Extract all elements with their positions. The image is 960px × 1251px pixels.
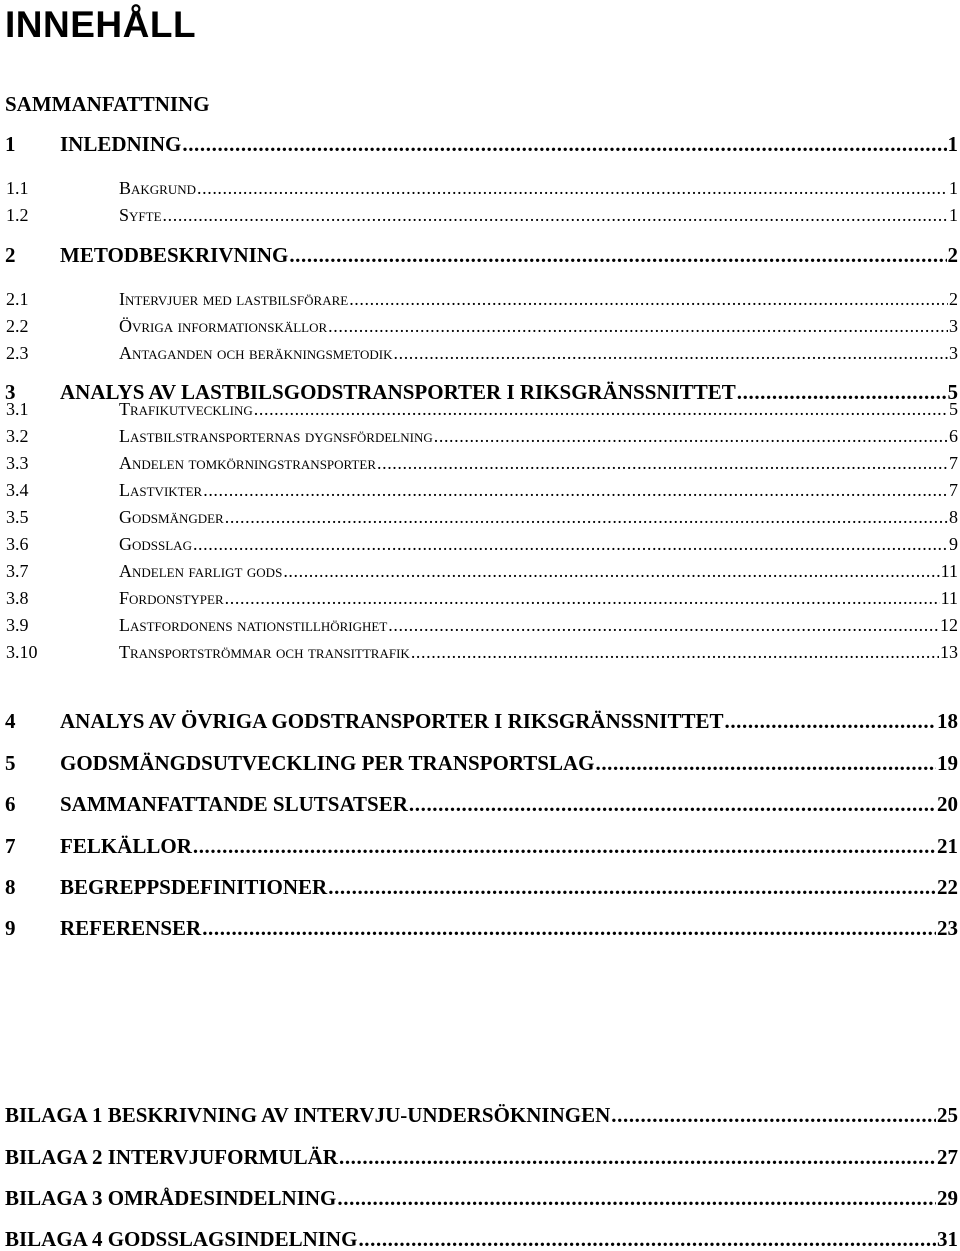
toc-title: Lastfordonens nationstillhörighet bbox=[119, 615, 388, 635]
toc-title: REFERENSER bbox=[60, 916, 202, 940]
toc-entry-section-3-7[interactable] bbox=[5, 556, 960, 582]
toc-title: Syfte bbox=[119, 205, 162, 225]
toc-entry-section-3-5[interactable] bbox=[5, 502, 960, 528]
toc-number: 3.1 bbox=[6, 399, 29, 419]
toc-page-number: 23 bbox=[937, 916, 958, 940]
toc-number: 8 bbox=[5, 875, 16, 899]
toc-entry-appendix-1[interactable] bbox=[5, 1101, 960, 1127]
toc-page-number: 20 bbox=[937, 792, 958, 816]
dot-leader bbox=[254, 398, 948, 420]
toc-title: INLEDNING bbox=[60, 132, 182, 156]
toc-number: 1.2 bbox=[6, 205, 29, 225]
toc-number: 9 bbox=[5, 916, 16, 940]
toc-entry-section-2-3[interactable] bbox=[5, 338, 960, 364]
toc-entry-section-3-8[interactable] bbox=[5, 583, 960, 609]
dot-leader bbox=[163, 204, 948, 226]
toc-title: BILAGA 2 INTERVJUFORMULÄR bbox=[5, 1145, 338, 1169]
toc-entry-chapter-4[interactable] bbox=[5, 707, 960, 733]
toc-page-number: 1 bbox=[949, 205, 958, 225]
toc-page-number: 6 bbox=[949, 426, 958, 446]
dot-leader bbox=[409, 792, 936, 816]
toc-page-number: 1 bbox=[947, 132, 958, 156]
toc-entry-chapter-7[interactable] bbox=[5, 832, 960, 858]
toc-entry-chapter-6[interactable] bbox=[5, 790, 960, 816]
toc-page-number: 12 bbox=[940, 615, 958, 635]
toc-page-number: 1 bbox=[949, 178, 958, 198]
toc-page-number: 11 bbox=[940, 588, 958, 608]
toc-entry-section-3-10[interactable] bbox=[5, 637, 960, 663]
dot-leader bbox=[202, 916, 936, 940]
toc-page-number: 18 bbox=[937, 709, 958, 733]
toc-title: BEGREPPSDEFINITIONER bbox=[60, 875, 328, 899]
dot-leader bbox=[203, 479, 948, 501]
toc-page-number: 9 bbox=[949, 534, 958, 554]
dot-leader bbox=[337, 1186, 936, 1210]
toc-page-number: 8 bbox=[949, 507, 958, 527]
toc-page-number: 25 bbox=[937, 1103, 958, 1127]
toc-title: Lastvikter bbox=[119, 480, 203, 500]
toc-page-number: 5 bbox=[949, 399, 958, 419]
toc-entry-chapter-1[interactable] bbox=[5, 130, 960, 156]
toc-entry-section-3-6[interactable] bbox=[5, 529, 960, 555]
dot-leader bbox=[349, 288, 948, 310]
toc-number: 1 bbox=[5, 132, 16, 156]
dot-leader bbox=[289, 243, 946, 267]
toc-number: 2.1 bbox=[6, 289, 29, 309]
toc-title: Antaganden och beräkningsmetodik bbox=[119, 343, 393, 363]
toc-page-number: 27 bbox=[937, 1145, 958, 1169]
toc-title: BILAGA 1 BESKRIVNING AV INTERVJU-UNDERSÖKNINGEN bbox=[5, 1103, 611, 1127]
toc-number: 3.7 bbox=[6, 561, 29, 581]
toc-title: Övriga informationskällor bbox=[119, 316, 328, 336]
toc-number: 2.2 bbox=[6, 316, 29, 336]
toc-entry-section-3-2[interactable] bbox=[5, 421, 960, 447]
toc-page-number: 29 bbox=[937, 1186, 958, 1210]
toc-page-number: 7 bbox=[949, 453, 958, 473]
dot-leader bbox=[377, 452, 948, 474]
dot-leader bbox=[225, 587, 940, 609]
toc-title: Intervjuer med lastbilsförare bbox=[119, 289, 349, 309]
toc-page-number: 2 bbox=[949, 289, 958, 309]
dot-leader bbox=[611, 1103, 936, 1127]
toc-title: BILAGA 3 OMRÅDESINDELNING bbox=[5, 1186, 337, 1210]
dot-leader bbox=[595, 751, 936, 775]
toc-title: Lastbilstransporternas dygnsfördelning bbox=[119, 426, 433, 446]
toc-entry-section-3-4[interactable] bbox=[5, 475, 960, 501]
dot-leader bbox=[358, 1227, 936, 1251]
toc-entry-section-3-9[interactable] bbox=[5, 610, 960, 636]
dot-leader bbox=[394, 342, 949, 364]
dot-leader bbox=[193, 834, 936, 858]
toc-number: 3.8 bbox=[6, 588, 29, 608]
dot-leader bbox=[388, 614, 939, 636]
toc-title: Transportströmmar och transittrafik bbox=[119, 642, 410, 662]
toc-page-number: 2 bbox=[947, 243, 958, 267]
toc-number: 3.6 bbox=[6, 534, 29, 554]
toc-number: 5 bbox=[5, 751, 16, 775]
dot-leader bbox=[339, 1145, 936, 1169]
toc-number: 6 bbox=[5, 792, 16, 816]
toc-title: Bakgrund bbox=[119, 178, 197, 198]
toc-number: 7 bbox=[5, 834, 16, 858]
toc-entry-appendix-3[interactable] bbox=[5, 1184, 960, 1210]
toc-title: Godsmängder bbox=[119, 507, 224, 527]
toc-title: GODSMÄNGDSUTVECKLING PER TRANSPORTSLAG bbox=[60, 751, 595, 775]
toc-number: 3.5 bbox=[6, 507, 29, 527]
toc-entry-section-2-1[interactable] bbox=[5, 284, 960, 310]
toc-title: Andelen farligt gods bbox=[119, 561, 283, 581]
toc-title: Andelen tomkörningstransporter bbox=[119, 453, 376, 473]
dot-leader bbox=[328, 315, 948, 337]
toc-title: Trafikutveckling bbox=[119, 399, 253, 419]
toc-entry-section-1-1[interactable] bbox=[5, 173, 960, 199]
toc-page-number: 11 bbox=[940, 561, 958, 581]
toc-entry-chapter-9[interactable] bbox=[5, 914, 960, 940]
dot-leader bbox=[283, 560, 939, 582]
toc-entry-section-1-2[interactable] bbox=[5, 200, 960, 226]
toc-number: 1.1 bbox=[6, 178, 29, 198]
toc-number: 4 bbox=[5, 709, 16, 733]
summary-heading[interactable]: SAMMANFATTNING bbox=[5, 92, 210, 116]
dot-leader bbox=[182, 132, 946, 156]
toc-page-number: 21 bbox=[937, 834, 958, 858]
toc-number: 3.10 bbox=[6, 642, 38, 662]
toc-number: 2.3 bbox=[6, 343, 29, 363]
toc-number: 3.3 bbox=[6, 453, 29, 473]
toc-title: BILAGA 4 GODSSLAGSINDELNING bbox=[5, 1227, 358, 1251]
dot-leader bbox=[411, 641, 939, 663]
toc-page-number: 3 bbox=[949, 316, 958, 336]
page-title: INNEHÅLL bbox=[5, 4, 197, 45]
toc-entry-chapter-5[interactable] bbox=[5, 749, 960, 775]
toc-title: Fordonstyper bbox=[119, 588, 224, 608]
dot-leader bbox=[724, 709, 936, 733]
dot-leader bbox=[434, 425, 948, 447]
toc-title: Godsslag bbox=[119, 534, 192, 554]
toc-page-number: 31 bbox=[937, 1227, 958, 1251]
toc-number: 3 bbox=[5, 380, 16, 404]
toc-number: 2 bbox=[5, 243, 16, 267]
toc-title: SAMMANFATTANDE SLUTSATSER bbox=[60, 792, 408, 816]
toc-page-number: 19 bbox=[937, 751, 958, 775]
toc-entry-chapter-8[interactable] bbox=[5, 873, 960, 899]
toc-entry-appendix-4[interactable] bbox=[5, 1225, 960, 1251]
dot-leader bbox=[328, 875, 936, 899]
toc-entry-appendix-2[interactable] bbox=[5, 1143, 960, 1169]
toc-page-number: 3 bbox=[949, 343, 958, 363]
toc-number: 3.2 bbox=[6, 426, 29, 446]
dot-leader bbox=[225, 506, 948, 528]
toc-page-number: 13 bbox=[940, 642, 958, 662]
toc-entry-section-2-2[interactable] bbox=[5, 311, 960, 337]
toc-entry-section-3-1[interactable] bbox=[5, 394, 960, 420]
toc-title: ANALYS AV ÖVRIGA GODSTRANSPORTER I RIKSGRÄNSSNITTET bbox=[60, 709, 724, 733]
toc-entry-section-3-3[interactable] bbox=[5, 448, 960, 474]
toc-page-number: 5 bbox=[947, 380, 958, 404]
toc-page-number: 22 bbox=[937, 875, 958, 899]
toc-entry-chapter-2[interactable] bbox=[5, 241, 960, 267]
toc-title: ANALYS AV LASTBILSGODSTRANSPORTER I RIKSGRÄNSSNITTET bbox=[60, 380, 736, 404]
toc-title: FELKÄLLOR bbox=[60, 834, 192, 858]
toc-page-number: 7 bbox=[949, 480, 958, 500]
dot-leader bbox=[193, 533, 948, 555]
dot-leader bbox=[197, 177, 948, 199]
toc-title: METODBESKRIVNING bbox=[60, 243, 289, 267]
toc-number: 3.9 bbox=[6, 615, 29, 635]
toc-number: 3.4 bbox=[6, 480, 29, 500]
